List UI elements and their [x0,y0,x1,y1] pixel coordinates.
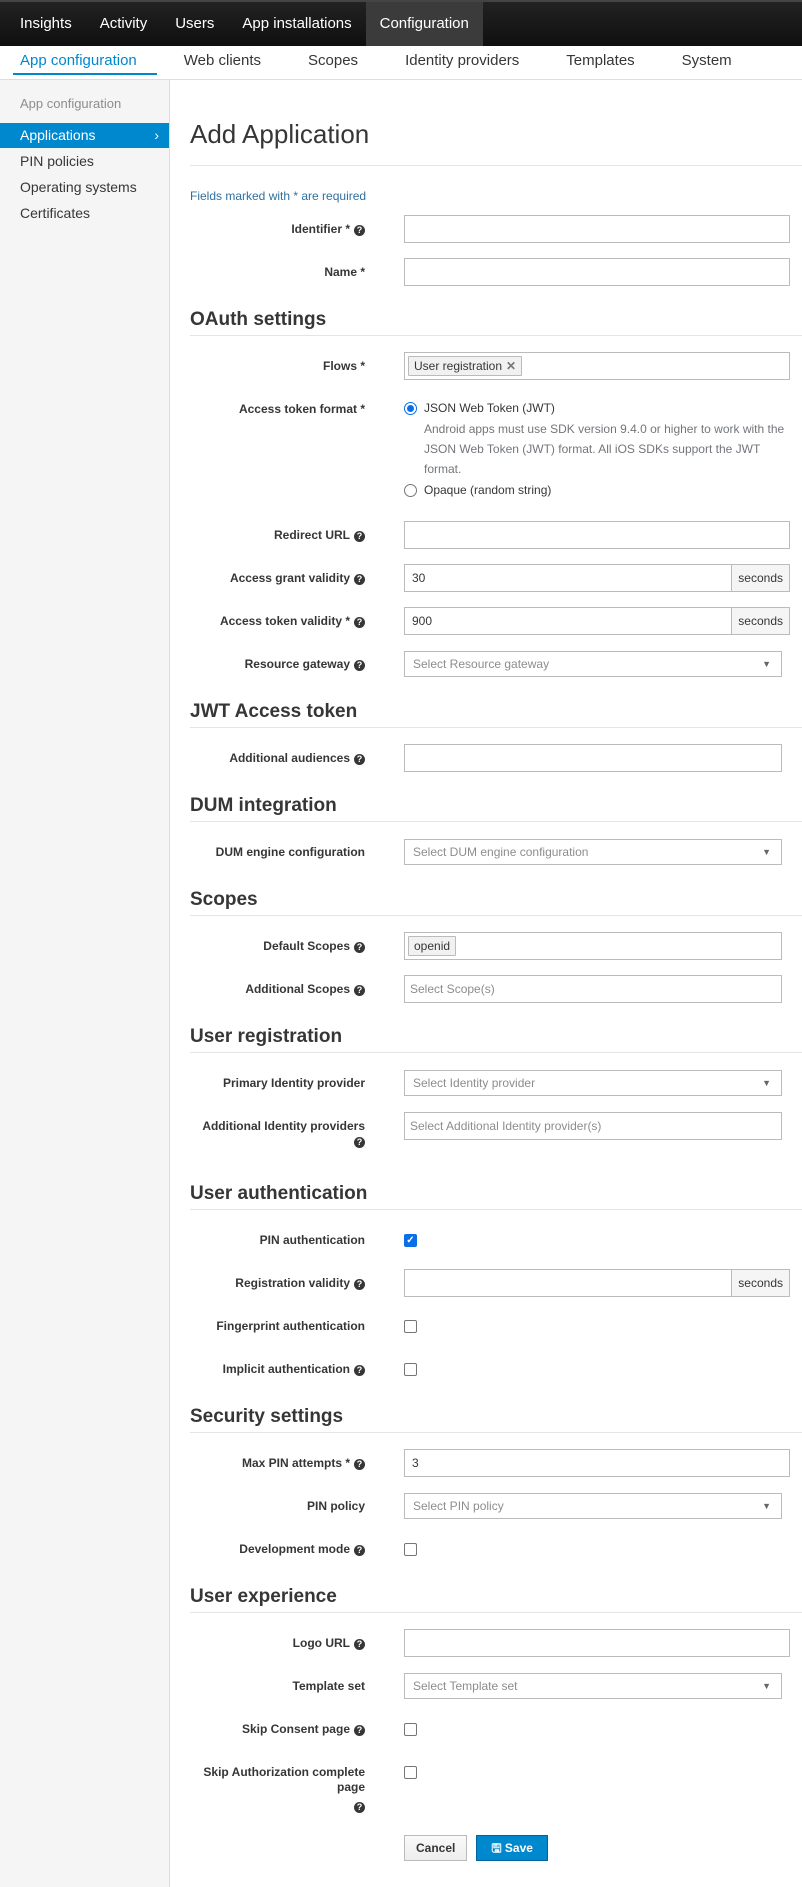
template-set-select[interactable] [404,1673,782,1699]
label-text: Template set [292,1679,365,1693]
radio-label: JSON Web Token (JWT) [424,401,555,415]
form-row-resource-gateway [190,643,802,686]
pin-authentication-checkbox[interactable]: ✓ [404,1234,417,1247]
label-text: Registration validity [235,1276,350,1290]
section-dum-integration [190,780,802,831]
selected-tag [408,936,456,956]
form-row-pin-authentication [190,1219,802,1262]
resource-gateway-field-wrap [404,643,790,677]
sidebar-item-pin-policies[interactable]: PIN policies [20,153,94,169]
tag-label: User registration [414,359,503,373]
pin-authentication-field-wrap [404,1219,790,1247]
label-text: Development mode [239,1542,350,1556]
form-row-access-grant-validity [190,557,802,600]
logo-url-label [190,1622,365,1651]
section-divider [190,915,802,916]
access-grant-validity-input-group [404,564,790,592]
label-text: Resource gateway [244,657,350,671]
caret-down-icon: ▼ [762,847,771,857]
form-row-access-token-validity [190,600,802,643]
skip-authorization-complete-page-field-wrap [404,1751,790,1779]
sub-navigation [0,46,802,80]
top-navigation [0,0,802,46]
label-text: Fingerprint authentication [216,1319,365,1333]
topnav-tab-configuration[interactable]: Configuration [366,2,483,46]
fingerprint-authentication-field-wrap [404,1305,790,1333]
access-token-validity-input[interactable]: 900 [404,607,732,635]
additional-audiences-label [190,737,365,766]
max-pin-attempts-label [190,1442,365,1471]
form-row-logo-url [190,1622,802,1665]
name-input[interactable] [404,258,790,286]
additional-scopes-label [190,968,365,997]
section-user-authentication [190,1168,802,1219]
access-grant-validity-field-wrap [404,557,790,592]
section-heading: Scopes [190,889,258,910]
form-row-name [190,251,802,294]
page-title: Add Application [190,119,370,149]
label-text: Skip Consent page [241,1722,350,1736]
caret-down-icon: ▼ [762,659,771,669]
section-oauth-settings [190,294,802,345]
subnav-tab-templates[interactable]: Templates [566,52,635,69]
development-mode-checkbox[interactable] [404,1543,417,1556]
subnav-tab-identity-providers[interactable]: Identity providers [405,52,520,69]
label-text: Additional Scopes [245,982,350,996]
primary-identity-provider-field-wrap [404,1062,790,1096]
selected-tag [408,356,522,376]
access-grant-validity-label [190,557,365,586]
form-row-redirect-url [190,514,802,557]
label-text: Implicit authentication [222,1362,350,1376]
additional-identity-providers-field-wrap [404,1105,790,1140]
topnav-tab-insights[interactable]: Insights [20,15,72,32]
select-placeholder: Select Resource gateway [413,657,550,671]
section-divider [190,1052,802,1053]
access-grant-validity-unit-addon: seconds [732,564,790,592]
registration-validity-field-wrap [404,1262,790,1297]
access-grant-validity-input[interactable]: 30 [404,564,732,592]
help-icon[interactable]: ? [354,985,365,996]
logo-url-field-wrap [404,1622,790,1657]
caret-down-icon: ▼ [762,1501,771,1511]
name-field-wrap [404,251,790,286]
identifier-input[interactable] [404,215,790,243]
label-text: Access token validity * [219,614,350,628]
cancel-button[interactable]: Cancel [404,1835,467,1861]
flows-field-wrap [404,345,790,380]
form-row-registration-validity [190,1262,802,1305]
label-text: Logo URL [292,1636,350,1650]
form-actions [404,1835,802,1861]
flows-label [190,345,365,374]
section-heading: OAuth settings [190,309,327,330]
form-row-max-pin-attempts [190,1442,802,1485]
radio-button[interactable] [404,484,417,497]
form-row-template-set [190,1665,802,1708]
skip-consent-page-checkbox[interactable] [404,1723,417,1736]
additional-identity-providers-label [190,1105,365,1149]
fingerprint-authentication-checkbox[interactable] [404,1320,417,1333]
access-token-validity-unit-addon: seconds [732,607,790,635]
help-icon[interactable]: ? [354,574,365,585]
select-placeholder: Select PIN policy [413,1499,504,1513]
flows-tag-input[interactable] [404,352,790,380]
additional-identity-providers-multiselect[interactable]: Select Additional Identity provider(s) [404,1112,782,1140]
form-row-implicit-authentication [190,1348,802,1391]
section-divider [190,1432,802,1433]
jwt-help-text: Android apps must use SDK version 9.4.0 or higher to work with the JSON Web Token (JWT) format. All iOS SDKs support the JWT format. [424,422,785,476]
help-icon[interactable]: ? [354,942,365,953]
topnav-tab-app-installations[interactable]: App installations [242,15,352,32]
label-text: Identifier * [291,222,350,236]
sidebar-item-applications[interactable] [0,123,169,148]
redirect-url-input[interactable] [404,521,790,549]
label-text: Redirect URL [273,528,350,542]
section-heading: User experience [190,1586,337,1607]
label-text: Default Scopes [263,939,350,953]
additional-scopes-multiselect[interactable]: Select Scope(s) [404,975,782,1003]
registration-validity-unit-addon: seconds [732,1269,790,1297]
label-text: Flows * [322,359,365,373]
skip-consent-page-field-wrap [404,1708,790,1736]
development-mode-label [190,1528,365,1557]
save-label: Save [504,1841,533,1855]
template-set-field-wrap [404,1665,790,1699]
select-placeholder: Select Identity provider [413,1076,536,1090]
section-jwt-access-token [190,686,802,737]
additional-audiences-field-wrap [404,737,790,772]
subnav-tab-app-configuration[interactable]: App configuration [13,46,157,75]
section-scopes [190,874,802,925]
access-token-validity-label [190,600,365,629]
max-pin-attempts-input[interactable]: 3 [404,1449,790,1477]
development-mode-field-wrap [404,1528,790,1556]
primary-identity-provider-label [190,1062,365,1091]
title-divider [190,165,802,166]
label-text: Skip Authorization complete page [203,1765,365,1794]
dum-engine-configuration-select[interactable] [404,839,782,865]
default-scopes-tag-input[interactable] [404,932,782,960]
resource-gateway-select[interactable] [404,651,782,677]
label-text: PIN authentication [259,1233,365,1247]
required-note: Fields marked with * are required [190,189,367,203]
section-divider [190,727,802,728]
help-icon[interactable]: ? [354,1459,365,1470]
implicit-authentication-field-wrap [404,1348,790,1376]
remove-tag-icon[interactable]: ✕ [506,359,517,373]
implicit-authentication-checkbox[interactable] [404,1363,417,1376]
help-icon[interactable]: ? [354,1279,365,1290]
section-user-registration [190,1011,802,1062]
label-text: Name * [324,265,365,279]
section-heading: Security settings [190,1406,344,1427]
pin-policy-field-wrap [404,1485,790,1519]
name-label [190,251,365,280]
sidebar-item-label: Applications [20,127,96,143]
logo-url-input[interactable] [404,1629,790,1657]
help-icon[interactable]: ? [354,1639,365,1650]
application-form [190,208,802,1835]
sidebar-item-certificates[interactable]: Certificates [20,205,91,221]
section-heading: DUM integration [190,795,337,816]
section-user-experience [190,1571,802,1622]
registration-validity-label [190,1262,365,1291]
select-placeholder: Select Template set [413,1679,518,1693]
resource-gateway-label [190,643,365,672]
section-security-settings [190,1391,802,1442]
label-text: Additional Identity providers [202,1119,365,1133]
section-heading: JWT Access token [190,701,358,722]
form-row-development-mode [190,1528,802,1571]
subnav-tab-web-clients[interactable]: Web clients [183,52,262,69]
sidebar [0,80,170,1887]
access-token-validity-field-wrap [404,600,790,635]
access-token-format-label [190,388,365,417]
form-row-fingerprint-authentication [190,1305,802,1348]
section-heading: User registration [190,1026,343,1047]
section-divider [190,1209,802,1210]
form-row-primary-identity-provider [190,1062,802,1105]
fingerprint-authentication-label [190,1305,365,1334]
section-divider [190,335,802,336]
select-placeholder: Select DUM engine configuration [413,845,589,859]
pin-policy-label [190,1485,365,1514]
label-text: PIN policy [306,1499,365,1513]
sidebar-heading: App configuration [20,96,122,111]
redirect-url-label [190,514,365,543]
implicit-authentication-label [190,1348,365,1377]
help-icon[interactable]: ? [354,1137,365,1148]
chevron-right-icon: › [154,127,159,143]
skip-authorization-complete-page-checkbox[interactable] [404,1766,417,1779]
section-divider [190,821,802,822]
save-icon: 🖫 [491,1841,505,1855]
skip-authorization-complete-page-label [190,1751,365,1814]
access-token-format-field-wrap [404,388,790,498]
topnav-tab-users[interactable]: Users [175,15,215,32]
access-token-validity-input-group [404,607,790,635]
help-icon[interactable]: ? [354,1545,365,1556]
label-text: Access token format * [238,402,365,416]
dum-engine-configuration-field-wrap [404,831,790,865]
default-scopes-field-wrap [404,925,790,960]
subnav-tab-scopes[interactable]: Scopes [308,52,359,69]
label-text: DUM engine configuration [215,845,365,859]
form-row-additional-scopes [190,968,802,1011]
label-text: Max PIN attempts * [241,1456,350,1470]
help-icon[interactable]: ? [354,754,365,765]
radio-opaque-random-string[interactable] [404,482,790,498]
identifier-field-wrap [404,208,790,243]
radio-button[interactable] [404,402,417,415]
form-row-flows [190,345,802,388]
label-text: Access grant validity [229,571,350,585]
form-row-skip-consent-page [190,1708,802,1751]
form-row-default-scopes [190,925,802,968]
dum-engine-configuration-label [190,831,365,860]
label-text: Additional audiences [229,751,350,765]
caret-down-icon: ▼ [762,1078,771,1088]
additional-audiences-multiselect[interactable] [404,744,782,772]
section-heading: User authentication [190,1183,368,1204]
max-pin-attempts-field-wrap [404,1442,790,1477]
help-icon[interactable]: ? [354,1365,365,1376]
skip-consent-page-label [190,1708,365,1737]
save-button[interactable] [476,1835,548,1861]
form-row-identifier [190,208,802,251]
subnav-tab-system[interactable]: System [681,52,732,69]
sidebar-item-operating-systems[interactable]: Operating systems [20,179,137,195]
form-row-additional-identity-providers [190,1105,802,1168]
primary-identity-provider-select[interactable] [404,1070,782,1096]
pin-authentication-label [190,1219,365,1248]
pin-policy-select[interactable] [404,1493,782,1519]
registration-validity-input[interactable] [404,1269,732,1297]
form-row-pin-policy [190,1485,802,1528]
help-icon[interactable]: ? [354,617,365,628]
main-content [190,80,802,1861]
additional-scopes-field-wrap [404,968,790,1003]
label-text: Primary Identity provider [222,1076,365,1090]
registration-validity-input-group [404,1269,790,1297]
radio-label: Opaque (random string) [424,483,552,497]
section-divider [190,1612,802,1613]
redirect-url-field-wrap [404,514,790,549]
help-icon[interactable]: ? [354,531,365,542]
identifier-label [190,208,365,237]
caret-down-icon: ▼ [762,1681,771,1691]
tag-label: openid [414,939,451,953]
help-icon[interactable]: ? [354,660,365,671]
form-row-access-token-format [190,388,802,514]
form-row-dum-engine-configuration [190,831,802,874]
help-icon[interactable]: ? [354,1802,365,1813]
form-row-additional-audiences [190,737,802,780]
help-icon[interactable]: ? [354,1725,365,1736]
default-scopes-label [190,925,365,954]
template-set-label [190,1665,365,1694]
help-icon[interactable]: ? [354,225,365,236]
form-row-skip-authorization-complete-page [190,1751,802,1835]
topnav-tab-activity[interactable]: Activity [99,15,148,32]
radio-json-web-token-jwt[interactable] [404,400,790,416]
